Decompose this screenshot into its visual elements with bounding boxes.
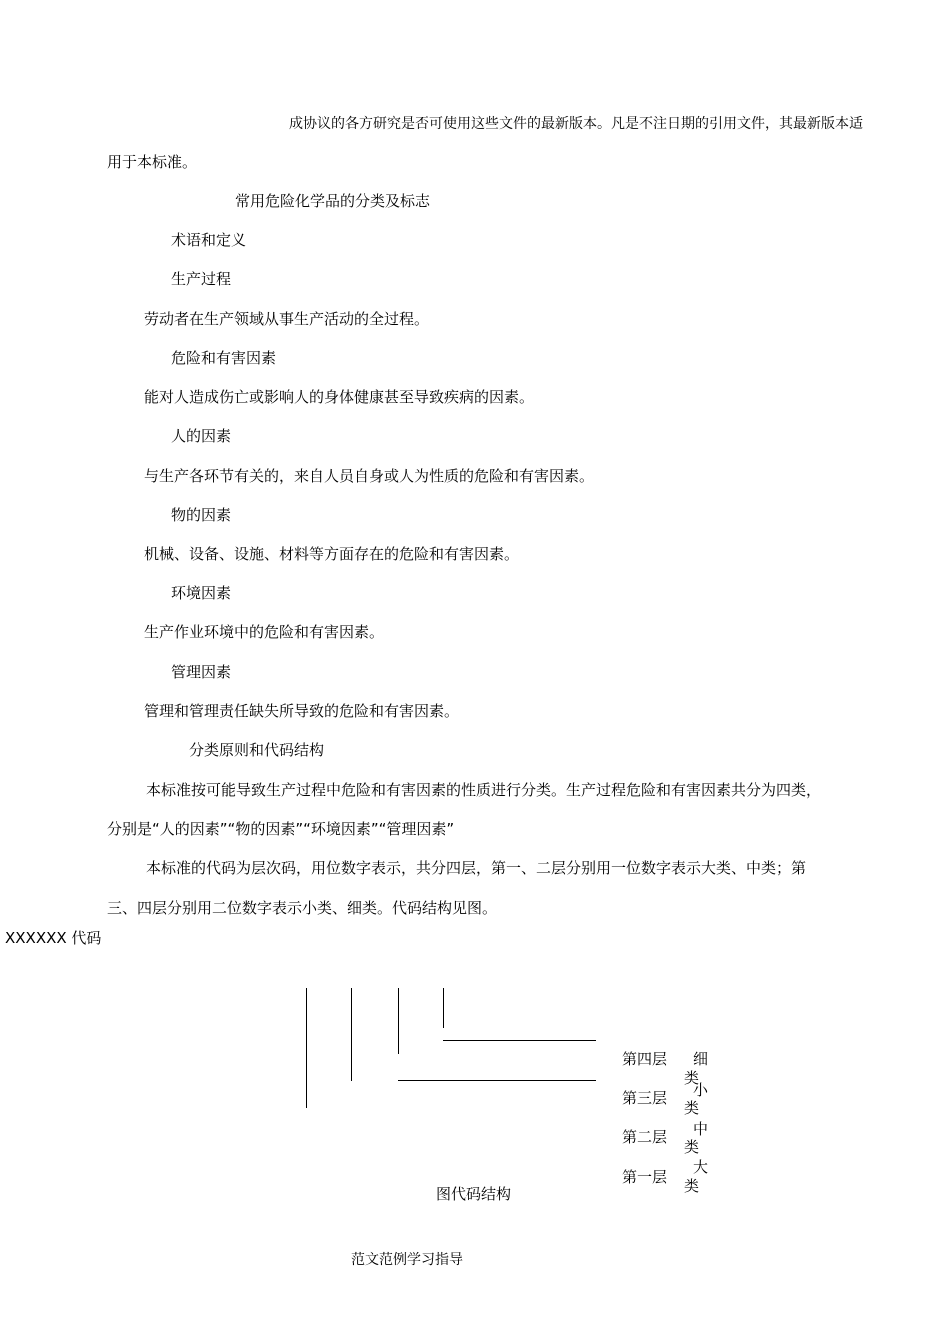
paragraph-line: 本标准的代码为层次码，用位数字表示，共分四层，第一、二层分别用一位数字表示大类、中类；第 [146,859,807,877]
section-heading-terms: 术语和定义 [171,231,247,249]
code-label: XXXXXX 代码 [5,929,102,947]
category-char: 类 [684,1177,700,1195]
category-char: 类 [684,1138,700,1156]
diagram-connector-4 [443,1040,596,1041]
category-char: 大 [693,1158,709,1176]
layer-label: 第三层 [622,1089,668,1107]
term-title: 生产过程 [171,270,232,288]
reference-standard-title: 常用危险化学品的分类及标志 [235,192,431,210]
term-definition: 机械、设备、设施、材料等方面存在的危险和有害因素。 [144,545,520,563]
category-char: 中 [693,1120,709,1138]
term-definition: 与生产各环节有关的，来自人员自身或人为性质的危险和有害因素。 [144,467,595,485]
layer-label: 第二层 [622,1128,668,1146]
diagram-connector-3 [398,1080,596,1081]
diagram-bracket-line-3 [398,988,399,1054]
term-title: 物的因素 [171,506,232,524]
term-definition: 劳动者在生产领域从事生产活动的全过程。 [144,310,430,328]
term-title: 管理因素 [171,663,232,681]
paragraph-line: 三、四层分别用二位数字表示小类、细类。代码结构见图。 [107,899,498,917]
diagram-bracket-line-4 [443,988,444,1028]
term-definition: 管理和管理责任缺失所导致的危险和有害因素。 [144,702,460,720]
category-char: 小 [693,1081,709,1099]
layer-label: 第四层 [622,1050,668,1068]
diagram-bracket-line-1 [306,988,307,1108]
category-char: 类 [684,1069,700,1087]
code-label-clipped [5,926,102,947]
layer-label: 第一层 [622,1168,668,1186]
page-footer: 范文范例学习指导 [351,1252,463,1268]
category-char-clipped [684,1068,700,1087]
term-title: 危险和有害因素 [171,349,277,367]
term-title: 人的因素 [171,427,232,445]
paragraph-line: 分别是“人的因素”“物的因素”“环境因素”“管理因素” [107,820,455,838]
term-title: 环境因素 [171,584,232,602]
intro-text-line-1: 成协议的各方研究是否可使用这些文件的最新版本。凡是不注日期的引用文件，其最新版本适 [289,116,863,132]
category-char: 类 [684,1099,700,1117]
term-definition: 能对人造成伤亡或影响人的身体健康甚至导致疾病的因素。 [144,388,535,406]
term-definition: 生产作业环境中的危险和有害因素。 [144,623,385,641]
intro-text-line-2: 用于本标准。 [107,153,198,171]
diagram-bracket-line-2 [351,988,352,1081]
figure-caption: 图代码结构 [436,1185,512,1203]
section-heading-classification: 分类原则和代码结构 [189,741,325,759]
paragraph-line: 本标准按可能导致生产过程中危险和有害因素的性质进行分类。生产过程危险和有害因素共分为四类， [146,781,822,799]
category-char-clipped [684,1176,700,1195]
category-char: 细 [693,1050,709,1068]
